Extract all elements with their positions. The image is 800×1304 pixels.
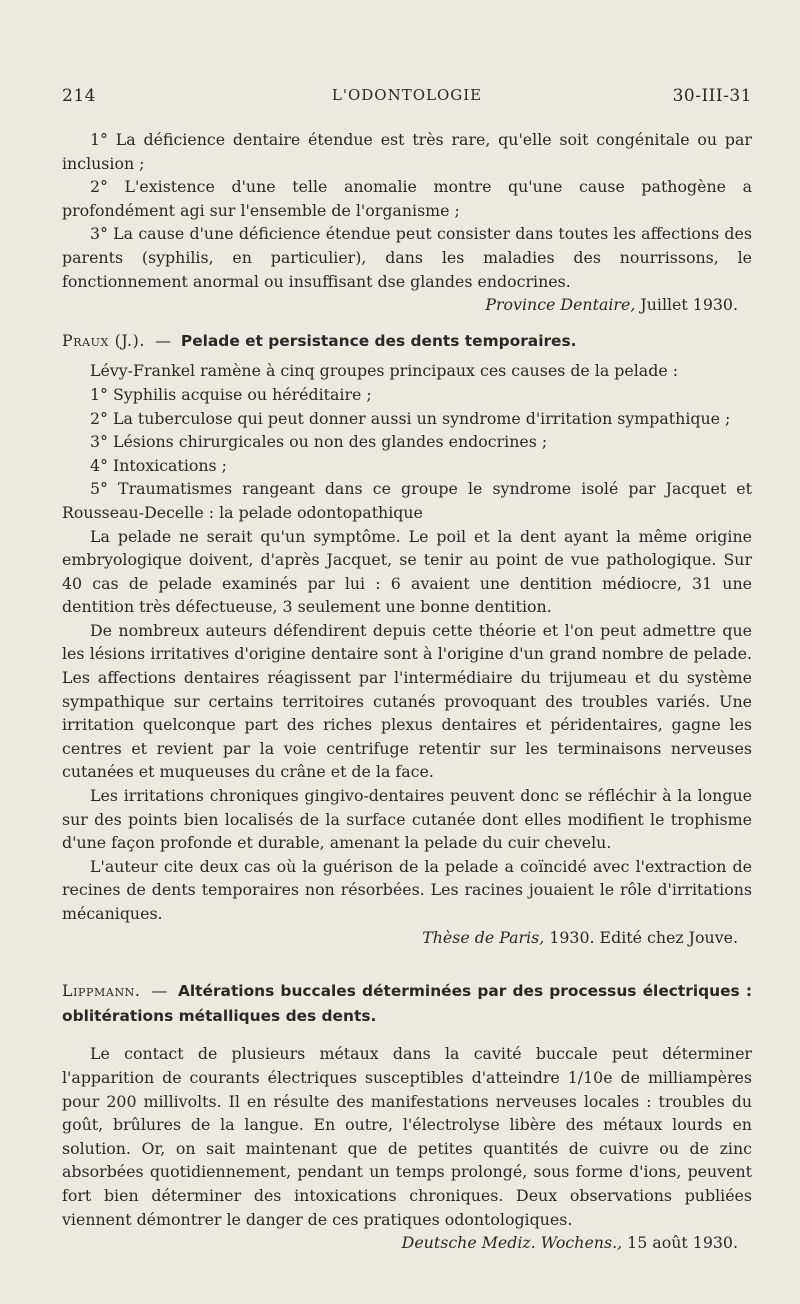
paragraph: 2° La tuberculose qui peut donner aussi un syndrome d'irritation sympathique ; <box>90 408 731 428</box>
paragraph: 4° Intoxications ; <box>90 455 228 475</box>
article-author: Lippmann. <box>62 981 141 1001</box>
page-number: 214 <box>62 86 96 106</box>
running-title: L'ODONTOLOGIE <box>331 86 483 104</box>
paragraph: L'auteur cite deux cas où la guérison de la pelade a coïncidé avec l'extraction de recines de dents temporaires non résorbées. Les racines jouaient le rôle d'irritations mécaniques. <box>62 856 752 923</box>
paragraph: 1° Syphilis acquise ou héréditaire ; <box>90 384 372 404</box>
article-title: Altérations buccales déterminées par des processus électriques : oblitérations métalliques des dents. <box>62 982 752 1025</box>
source-journal: Deutsche Mediz. Wochens., <box>401 1233 623 1253</box>
article-title: Pelade et persistance des dents temporaires. <box>180 331 577 350</box>
issue-date: 30-III-31 <box>672 86 752 106</box>
paragraph: 3° La cause d'une déficience étendue peut consister dans toutes les affections des parents (syphilis, en particulier), dans les maladies des nourrissons, le fonctionnement anormal ou insuffisant dse glandes endocrines. <box>62 224 752 291</box>
source-citation <box>62 926 752 950</box>
paragraph: Les irritations chroniques gingivo-dentaires peuvent donc se réfléchir à la longue sur des points bien localisés de la surface cutanée dont elles modifient le trophisme d'une façon profonde et durable, amenant la pelade du cuir chevelu. <box>62 786 752 853</box>
source-date: Juillet 1930. <box>640 295 738 315</box>
paragraph: 3° Lésions chirurgicales ou non des glandes endocrines ; <box>90 432 548 452</box>
heading-dash: — <box>155 330 171 350</box>
source-citation <box>62 293 752 317</box>
source-date: 1930. Edité chez Jouve. <box>549 927 738 947</box>
source-citation <box>62 1231 752 1255</box>
source-journal: Thèse de Paris, <box>422 927 545 947</box>
article-heading <box>62 329 752 354</box>
source-journal: Province Dentaire, <box>485 295 636 315</box>
paragraph: De nombreux auteurs défendirent depuis cette théorie et l'on peut admettre que les lésions irritatives d'origine dentaire sont à l'origine d'un grand nombre de pelade. Les affections dentaires réagissent par l'intermédiaire du trijumeau et du système sympathique sur certains territoires cutanés provoquant des troubles variés. Une irritation quelconque part des riches plexus dentaires et péridentaires, gagne les centres et revient par la voie centrifuge retentir sur les terminaisons nerveuses cutanées et muqueuses du crâne et de la face. <box>62 620 752 782</box>
paragraph: 2° L'existence d'une telle anomalie montre qu'une cause pathogène a profondément agi sur l'ensemble de l'organisme ; <box>62 177 752 220</box>
paragraph: 5° Traumatismes rangeant dans ce groupe le syndrome isolé par Jacquet et Rousseau-Decelle : la pelade odontopathique <box>62 479 752 522</box>
paragraph: 1° La déficience dentaire étendue est très rare, qu'elle soit congénitale ou par inclusion ; <box>62 130 752 173</box>
paragraph: La pelade ne serait qu'un symptôme. Le poil et la dent ayant la même origine embryologique doivent, d'après Jacquet, se tenir au point de vue pathologique. Sur 40 cas de pelade examinés par lui : 6 avaient une dentition médiocre, 31 une dentition très défectueuse, 3 seulement une bonne dentition. <box>62 526 752 617</box>
heading-dash: — <box>151 981 168 1001</box>
page-header <box>62 86 752 110</box>
source-date: 15 août 1930. <box>627 1233 738 1253</box>
page-body <box>62 128 752 1255</box>
paragraph: Le contact de plusieurs métaux dans la cavité buccale peut déterminer l'apparition de courants électriques susceptibles d'atteindre 1/10e de milliampères pour 200 millivolts. Il en résulte des manifestations nerveuses locales : troubles du goût, brûlures de la langue. En outre, l'électrolyse libère des métaux lourds en solution. Or, on sait maintenant que de petites quantités de cuivre ou de zinc absorbées quotidiennement, pendant un temps prolongé, sous forme d'ions, peuvent fort bien déterminer des intoxications chroniques. Deux observations publiées viennent démontrer le danger de ces pratiques odontologiques. <box>62 1044 752 1229</box>
article-heading <box>62 979 752 1028</box>
paragraph: Lévy-Frankel ramène à cinq groupes principaux ces causes de la pelade : <box>90 361 679 381</box>
article-author: Praux (J.). <box>62 330 146 350</box>
